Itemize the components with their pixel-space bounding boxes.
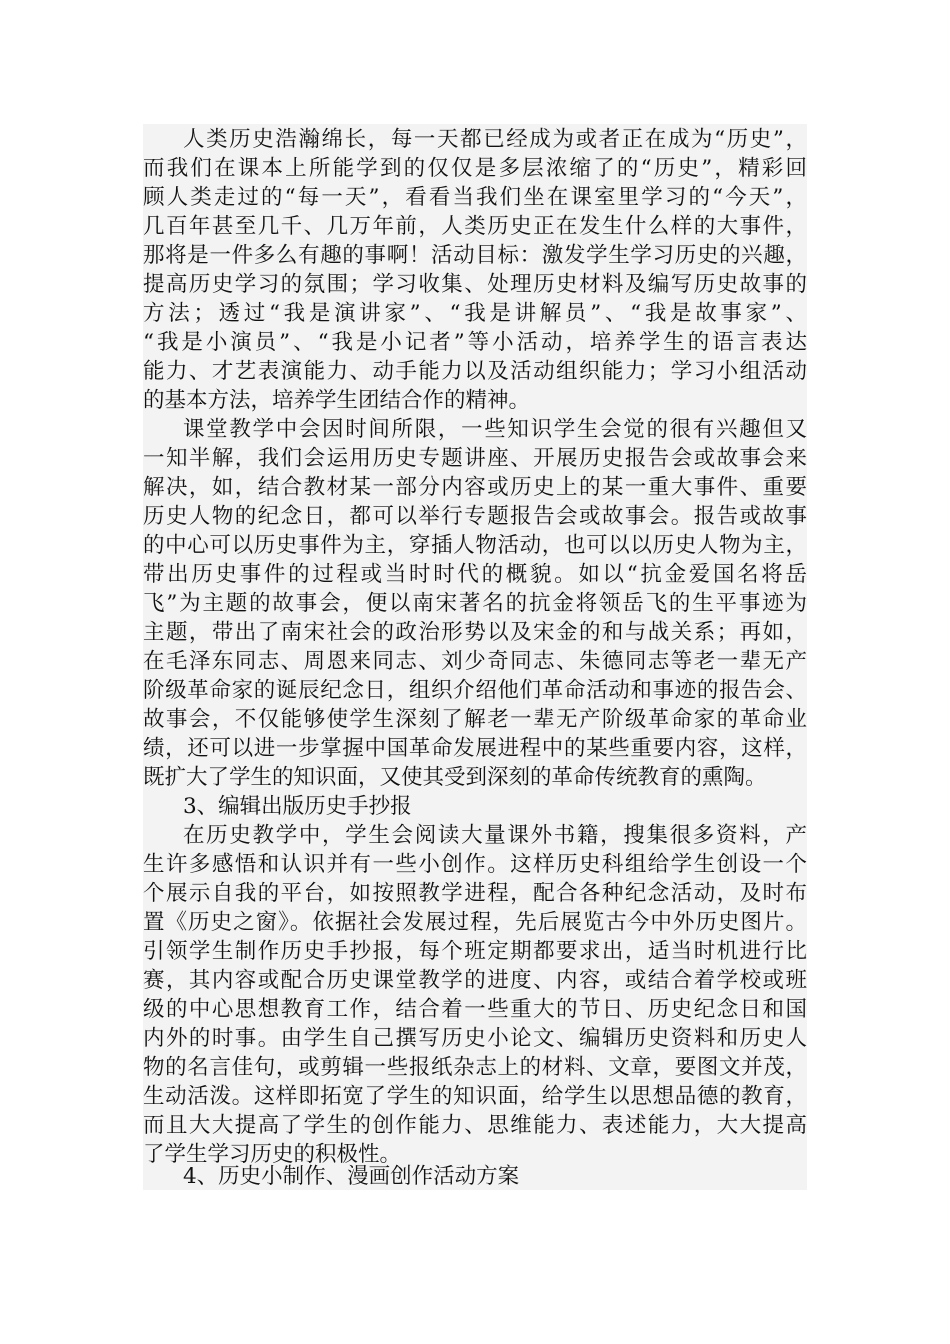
paragraph-3-line: 了学生学习历史的积极性。 bbox=[143, 1142, 402, 1167]
paragraph-3-line: 级的中心思想教育工作，结合着一些重大的节日、历史纪念日和国 bbox=[143, 997, 807, 1022]
paragraph-2-line: 带出历史事件的过程或当时时代的概貌。如以“抗金爱国名将岳 bbox=[143, 562, 807, 587]
paragraph-3-line: 赛，其内容或配合历史课堂教学的进度、内容，或结合着学校或班 bbox=[143, 968, 807, 993]
paragraph-2-line: 课堂教学中会因时间所限，一些知识学生会觉的很有兴趣但又 bbox=[183, 417, 807, 442]
paragraph-1-line: 方法；透过“我是演讲家”、“我是讲解员”、“我是故事家”、 bbox=[143, 301, 807, 326]
paragraph-3-line: 物的名言佳句，或剪辑一些报纸杂志上的材料、文章，要图文并茂， bbox=[143, 1055, 807, 1080]
paragraph-2-line: 解决，如，结合教材某一部分内容或历史上的某一重大事件、重要 bbox=[143, 475, 807, 500]
paragraph-2-line: 阶级革命家的诞辰纪念日，组织介绍他们革命活动和事迹的报告会、 bbox=[143, 678, 807, 703]
paragraph-2-line: 在毛泽东同志、周恩来同志、刘少奇同志、朱德同志等老一辈无产 bbox=[143, 649, 807, 674]
paragraph-3-line: 在历史教学中，学生会阅读大量课外书籍，搜集很多资料，产 bbox=[183, 823, 807, 848]
section-heading-4: 4、历史小制作、漫画创作活动方案 bbox=[183, 1164, 520, 1189]
paragraph-1-line: 顾人类走过的“每一天”，看看当我们坐在课室里学习的“今天”， bbox=[143, 185, 807, 210]
paragraph-3-line: 引领学生制作历史手抄报，每个班定期都要求出，适当时机进行比 bbox=[143, 939, 807, 964]
paragraph-2-line: 飞”为主题的故事会，便以南宋著名的抗金将领岳飞的生平事迹为 bbox=[143, 591, 807, 616]
paragraph-3-line: 置《历史之窗》。依据社会发展过程，先后展览古今中外历史图片。 bbox=[143, 910, 807, 935]
paragraph-1-line: 能力、才艺表演能力、动手能力以及活动组织能力；学习小组活动 bbox=[143, 359, 807, 384]
paragraph-1-line: “我是小演员”、“我是小记者”等小活动，培养学生的语言表达 bbox=[143, 330, 807, 355]
paragraph-2-line: 既扩大了学生的知识面，又使其受到深刻的革命传统教育的熏陶。 bbox=[143, 765, 767, 790]
paragraph-2-line: 的中心可以历史事件为主，穿插人物活动，也可以以历史人物为主， bbox=[143, 533, 807, 558]
paragraph-2-line: 绩，还可以进一步掌握中国革命发展进程中的某些重要内容，这样， bbox=[143, 736, 807, 761]
paragraph-1-line: 的基本方法，培养学生团结合作的精神。 bbox=[143, 388, 531, 413]
paragraph-1-line: 那将是一件多么有趣的事啊！活动目标：激发学生学习历史的兴趣， bbox=[143, 243, 807, 268]
paragraph-3-line: 生许多感悟和认识并有一些小创作。这样历史科组给学生创设一个 bbox=[143, 852, 807, 877]
document-text-block bbox=[143, 124, 807, 1190]
paragraph-1-line: 人类历史浩瀚绵长，每一天都已经成为或者正在成为“历史”， bbox=[183, 127, 807, 152]
paragraph-3-line: 内外的时事。由学生自己撰写历史小论文、编辑历史资料和历史人 bbox=[143, 1026, 807, 1051]
paragraph-1-line: 几百年甚至几千、几万年前，人类历史正在发生什么样的大事件， bbox=[143, 214, 807, 239]
paragraph-3-line: 个展示自我的平台，如按照教学进程，配合各种纪念活动，及时布 bbox=[143, 881, 807, 906]
paragraph-2-line: 主题，带出了南宋社会的政治形势以及宋金的和与战关系；再如， bbox=[143, 620, 807, 645]
paragraph-2-line: 一知半解，我们会运用历史专题讲座、开展历史报告会或故事会来 bbox=[143, 446, 807, 471]
paragraph-3-line: 而且大大提高了学生的创作能力、思维能力、表述能力，大大提高 bbox=[143, 1113, 807, 1138]
paragraph-3-line: 生动活泼。这样即拓宽了学生的知识面，给学生以思想品德的教育， bbox=[143, 1084, 807, 1109]
paragraph-2-line: 故事会，不仅能够使学生深刻了解老一辈无产阶级革命家的革命业 bbox=[143, 707, 807, 732]
paragraph-1-line: 提高历史学习的氛围；学习收集、处理历史材料及编写历史故事的 bbox=[143, 272, 807, 297]
paragraph-2-line: 历史人物的纪念日，都可以举行专题报告会或故事会。报告或故事 bbox=[143, 504, 807, 529]
paragraph-1-line: 而我们在课本上所能学到的仅仅是多层浓缩了的“历史”，精彩回 bbox=[143, 156, 807, 181]
section-heading-3: 3、编辑出版历史手抄报 bbox=[183, 794, 412, 819]
